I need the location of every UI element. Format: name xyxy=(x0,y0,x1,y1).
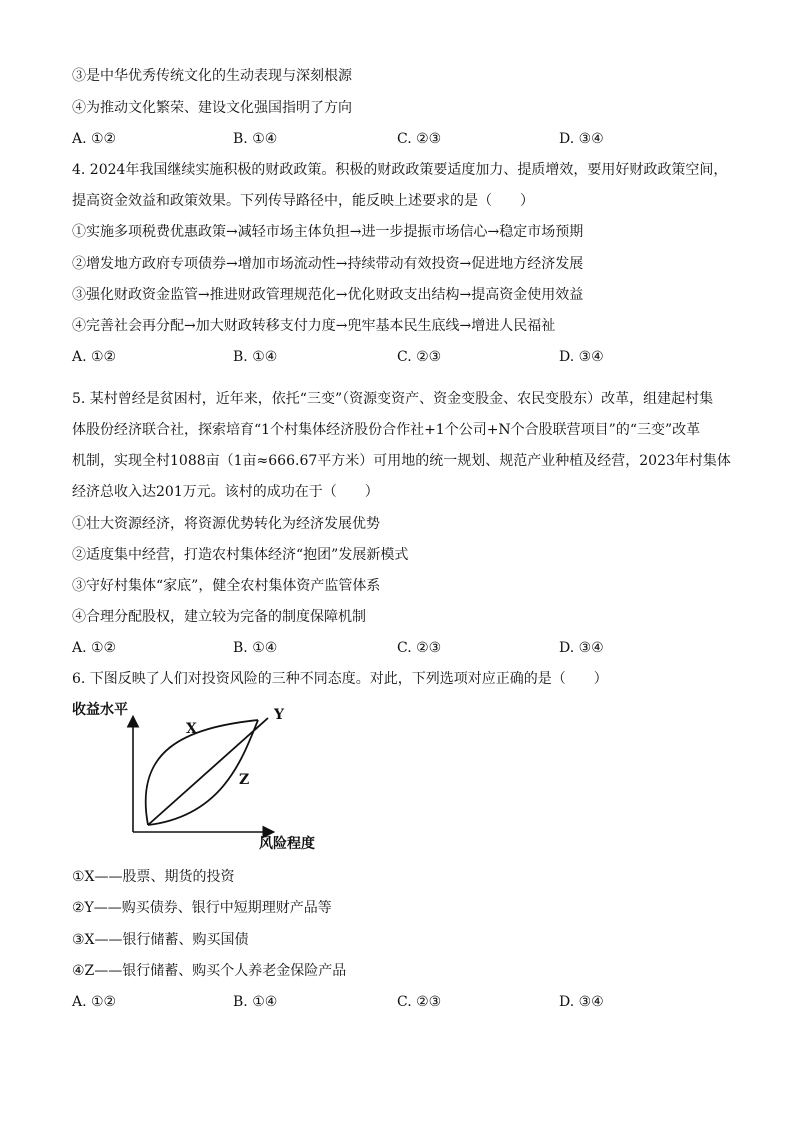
curve-label-x: X xyxy=(186,721,197,737)
q6-item-2: ②Y——购买债券、银行中短期理财产品等 xyxy=(72,900,332,916)
q4-item-2: ②增发地方政府专项债券→增加市场流动性→持续带动有效投资→促进地方经济发展 xyxy=(72,256,584,272)
q4-option-a[interactable]: A. ①② xyxy=(72,349,117,365)
q4-options xyxy=(72,348,732,366)
q3-option-b[interactable]: B. ①④ xyxy=(233,131,278,147)
q5-item-2: ②适度集中经营，打造农村集体经济“抱团”发展新模式 xyxy=(72,547,409,563)
q6-option-a[interactable]: A. ①② xyxy=(72,994,117,1010)
q3-option-d[interactable]: D. ③④ xyxy=(559,131,604,147)
q6-option-d[interactable]: D. ③④ xyxy=(559,994,604,1010)
q3-option-c[interactable]: C. ②③ xyxy=(397,131,442,147)
q5-stem-line-3: 机制，实现全村1088亩（1亩≈666.67平方米）可用地的统一规划、规范产业种植及经营，2023年村集体 xyxy=(72,453,731,469)
q4-stem-line-2: 提高资金效益和政策效果。下列传导路径中，能反映上述要求的是（ ） xyxy=(72,193,534,209)
q3-options xyxy=(72,130,732,148)
q6-stem: 6. 下图反映了人们对投资风险的三种不同态度。对此，下列选项对应正确的是（ ） xyxy=(72,671,608,687)
q4-item-3: ③强化财政资金监管→推进财政管理规范化→优化财政支出结构→提高资金使用效益 xyxy=(72,287,584,303)
q4-option-c[interactable]: C. ②③ xyxy=(397,349,442,365)
q4-item-4: ④完善社会再分配→加大财政转移支付力度→兜牢基本民生底线→增进人民福祉 xyxy=(72,318,556,334)
q5-item-4: ④合理分配股权，建立较为完备的制度保障机制 xyxy=(72,609,366,625)
q5-item-1: ①壮大资源经济，将资源优势转化为经济发展优势 xyxy=(72,516,380,532)
q6-item-4: ④Z——银行储蓄、购买个人养老金保险产品 xyxy=(72,963,347,979)
q3-item-3: ③是中华优秀传统文化的生动表现与深刻根源 xyxy=(72,68,352,84)
curve-label-z: Z xyxy=(239,772,250,788)
curve-y xyxy=(148,718,268,825)
q3-option-a[interactable]: A. ①② xyxy=(72,131,117,147)
q6-option-b[interactable]: B. ①④ xyxy=(233,994,278,1010)
q5-options xyxy=(72,639,732,657)
q4-stem-line-1: 4. 2024年我国继续实施积极的财政政策。积极的财政政策要适度加力、提质增效，要用好财政政策空间， xyxy=(72,162,728,178)
q5-option-d[interactable]: D. ③④ xyxy=(559,640,604,656)
risk-attitude-figure xyxy=(72,700,352,860)
q4-option-b[interactable]: B. ①④ xyxy=(233,349,278,365)
q3-item-4: ④为推动文化繁荣、建设文化强国指明了方向 xyxy=(72,100,352,116)
y-axis-label: 收益水平 xyxy=(72,702,128,718)
q6-item-1: ①X——股票、期货的投资 xyxy=(72,869,235,885)
q4-item-1: ①实施多项税费优惠政策→减轻市场主体负担→进一步提振市场信心→稳定市场预期 xyxy=(72,224,584,240)
q5-option-c[interactable]: C. ②③ xyxy=(397,640,442,656)
q5-option-b[interactable]: B. ①④ xyxy=(233,640,278,656)
q6-option-c[interactable]: C. ②③ xyxy=(397,994,442,1010)
q5-stem-line-2: 体股份经济联合社，探索培育“1个村集体经济股份合作社+1个公司+N个合股联营项目”的“三变”改革 xyxy=(72,422,701,438)
x-axis-label: 风险程度 xyxy=(259,836,315,852)
q5-stem-line-1: 5. 某村曾经是贫困村，近年来，依托“三变”（资源变资产、资金变股金、农民变股东）改革，组建起村集 xyxy=(72,391,714,407)
q5-option-a[interactable]: A. ①② xyxy=(72,640,117,656)
q5-item-3: ③守好村集体“家底”，健全农村集体资产监管体系 xyxy=(72,578,381,594)
q4-option-d[interactable]: D. ③④ xyxy=(559,349,604,365)
q6-item-3: ③X——银行储蓄、购买国债 xyxy=(72,932,249,948)
q5-stem-line-4: 经济总收入达201万元。该村的成功在于（ ） xyxy=(72,484,379,500)
curve-label-y: Y xyxy=(274,707,284,723)
q6-options xyxy=(72,993,732,1011)
